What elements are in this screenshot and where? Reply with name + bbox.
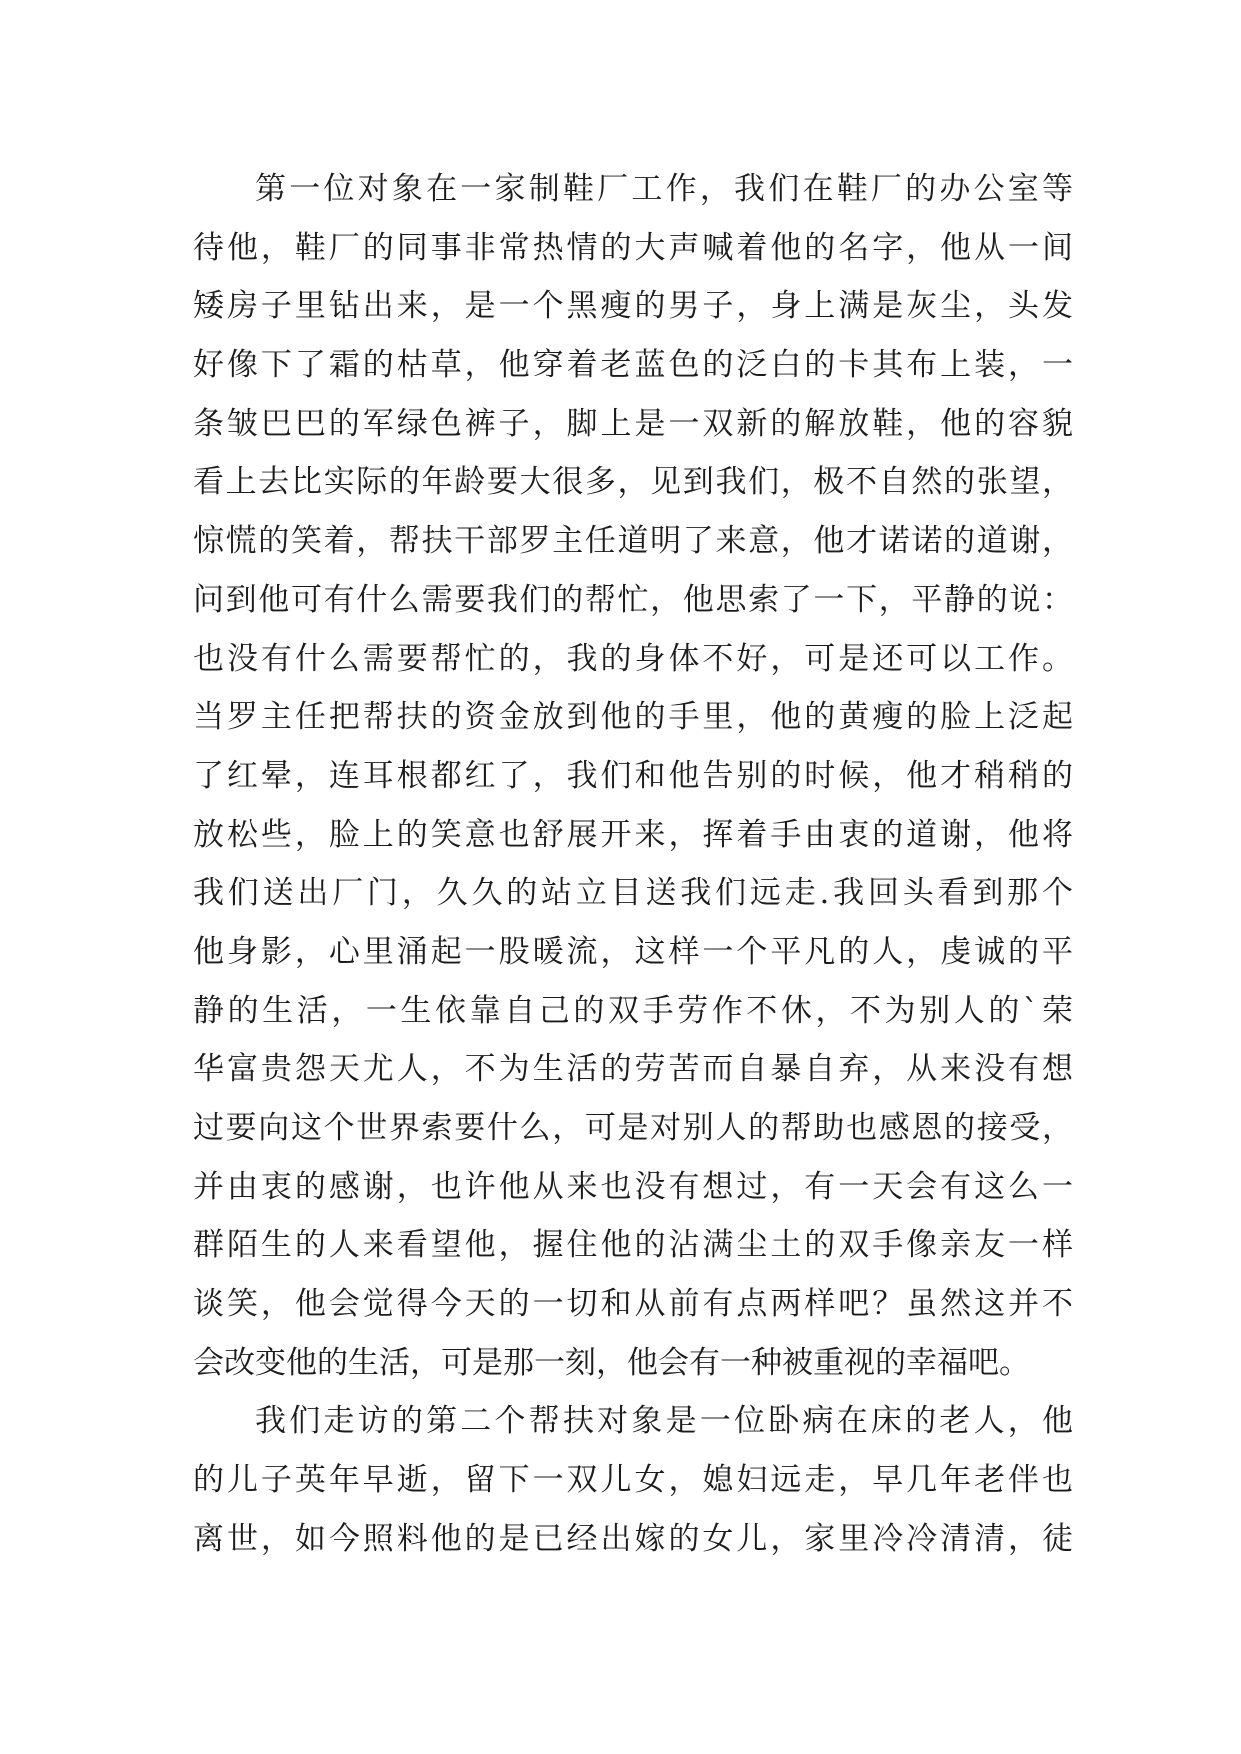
paragraph-1-line-9: 也没有什么需要帮忙的，我的身体不好，可是还可以工作。 [193, 640, 1073, 677]
paragraph-1-line-11: 了红晕，连耳根都红了，我们和他告别的时候，他才稍稍的 [193, 757, 1073, 794]
paragraph-2-line-1: 我们走访的第二个帮扶对象是一位卧病在床的老人，他 [255, 1403, 1073, 1440]
paragraph-1-line-18: 并由衷的感谢，也许他从来也没有想过，有一天会有这么一 [193, 1168, 1073, 1205]
paragraph-1-line-20: 谈笑，他会觉得今天的一切和从前有点两样吧？虽然这并不 [193, 1286, 1073, 1323]
paragraph-1-line-10: 当罗主任把帮扶的资金放到他的手里，他的黄瘦的脸上泛起 [193, 699, 1073, 736]
paragraph-1-line-2: 待他，鞋厂的同事非常热情的大声喊着他的名字，他从一间 [193, 229, 1073, 266]
paragraph-1-line-13: 我们送出厂门，久久的站立目送我们远走.我回头看到那个 [193, 875, 1073, 912]
paragraph-1-line-17: 过要向这个世界索要什么，可是对别人的帮助也感恩的接受， [193, 1110, 1073, 1146]
paragraph-1-line-4: 好像下了霜的枯草，他穿着老蓝色的泛白的卡其布上装，一 [193, 347, 1073, 384]
paragraph-1-line-7: 惊慌的笑着，帮扶干部罗主任道明了来意，他才诺诺的道谢， [193, 523, 1073, 560]
paragraph-1-line-8: 问到他可有什么需要我们的帮忙，他思索了一下，平静的说： [193, 581, 1073, 618]
paragraph-1-line-15: 静的生活，一生依靠自己的双手劳作不休，不为别人的`荣 [193, 992, 1073, 1029]
paragraph-1-line-5: 条皱巴巴的军绿色裤子，脚上是一双新的解放鞋，他的容貌 [193, 405, 1073, 442]
paragraph-1-line-21: 会改变他的生活，可是那一刻，他会有一种被重视的幸福吧。 [193, 1344, 1030, 1381]
paragraph-1-line-16: 华富贵怨天尤人，不为生活的劳苦而自暴自弃，从来没有想 [193, 1051, 1073, 1088]
paragraph-1-line-14: 他身影，心里涌起一股暖流，这样一个平凡的人，虔诚的平 [193, 933, 1073, 970]
paragraph-2-line-2: 的儿子英年早逝，留下一双儿女，媳妇远走，早几年老伴也 [193, 1462, 1073, 1499]
paragraph-2-line-3: 离世，如今照料他的是已经出嫁的女儿，家里冷冷清清，徒 [193, 1520, 1073, 1557]
document-body [193, 160, 1073, 1569]
paragraph-1-line-1: 第一位对象在一家制鞋厂工作，我们在鞋厂的办公室等 [255, 171, 1073, 207]
paragraph-1-line-6: 看上去比实际的年龄要大很多，见到我们，极不自然的张望， [193, 464, 1073, 501]
paragraph-1-line-12: 放松些，脸上的笑意也舒展开来，挥着手由衷的道谢，他将 [193, 816, 1073, 853]
paragraph-1-line-19: 群陌生的人来看望他，握住他的沾满尘土的双手像亲友一样 [193, 1227, 1073, 1264]
paragraph-1-line-3: 矮房子里钻出来，是一个黑瘦的男子，身上满是灰尘，头发 [193, 288, 1073, 325]
